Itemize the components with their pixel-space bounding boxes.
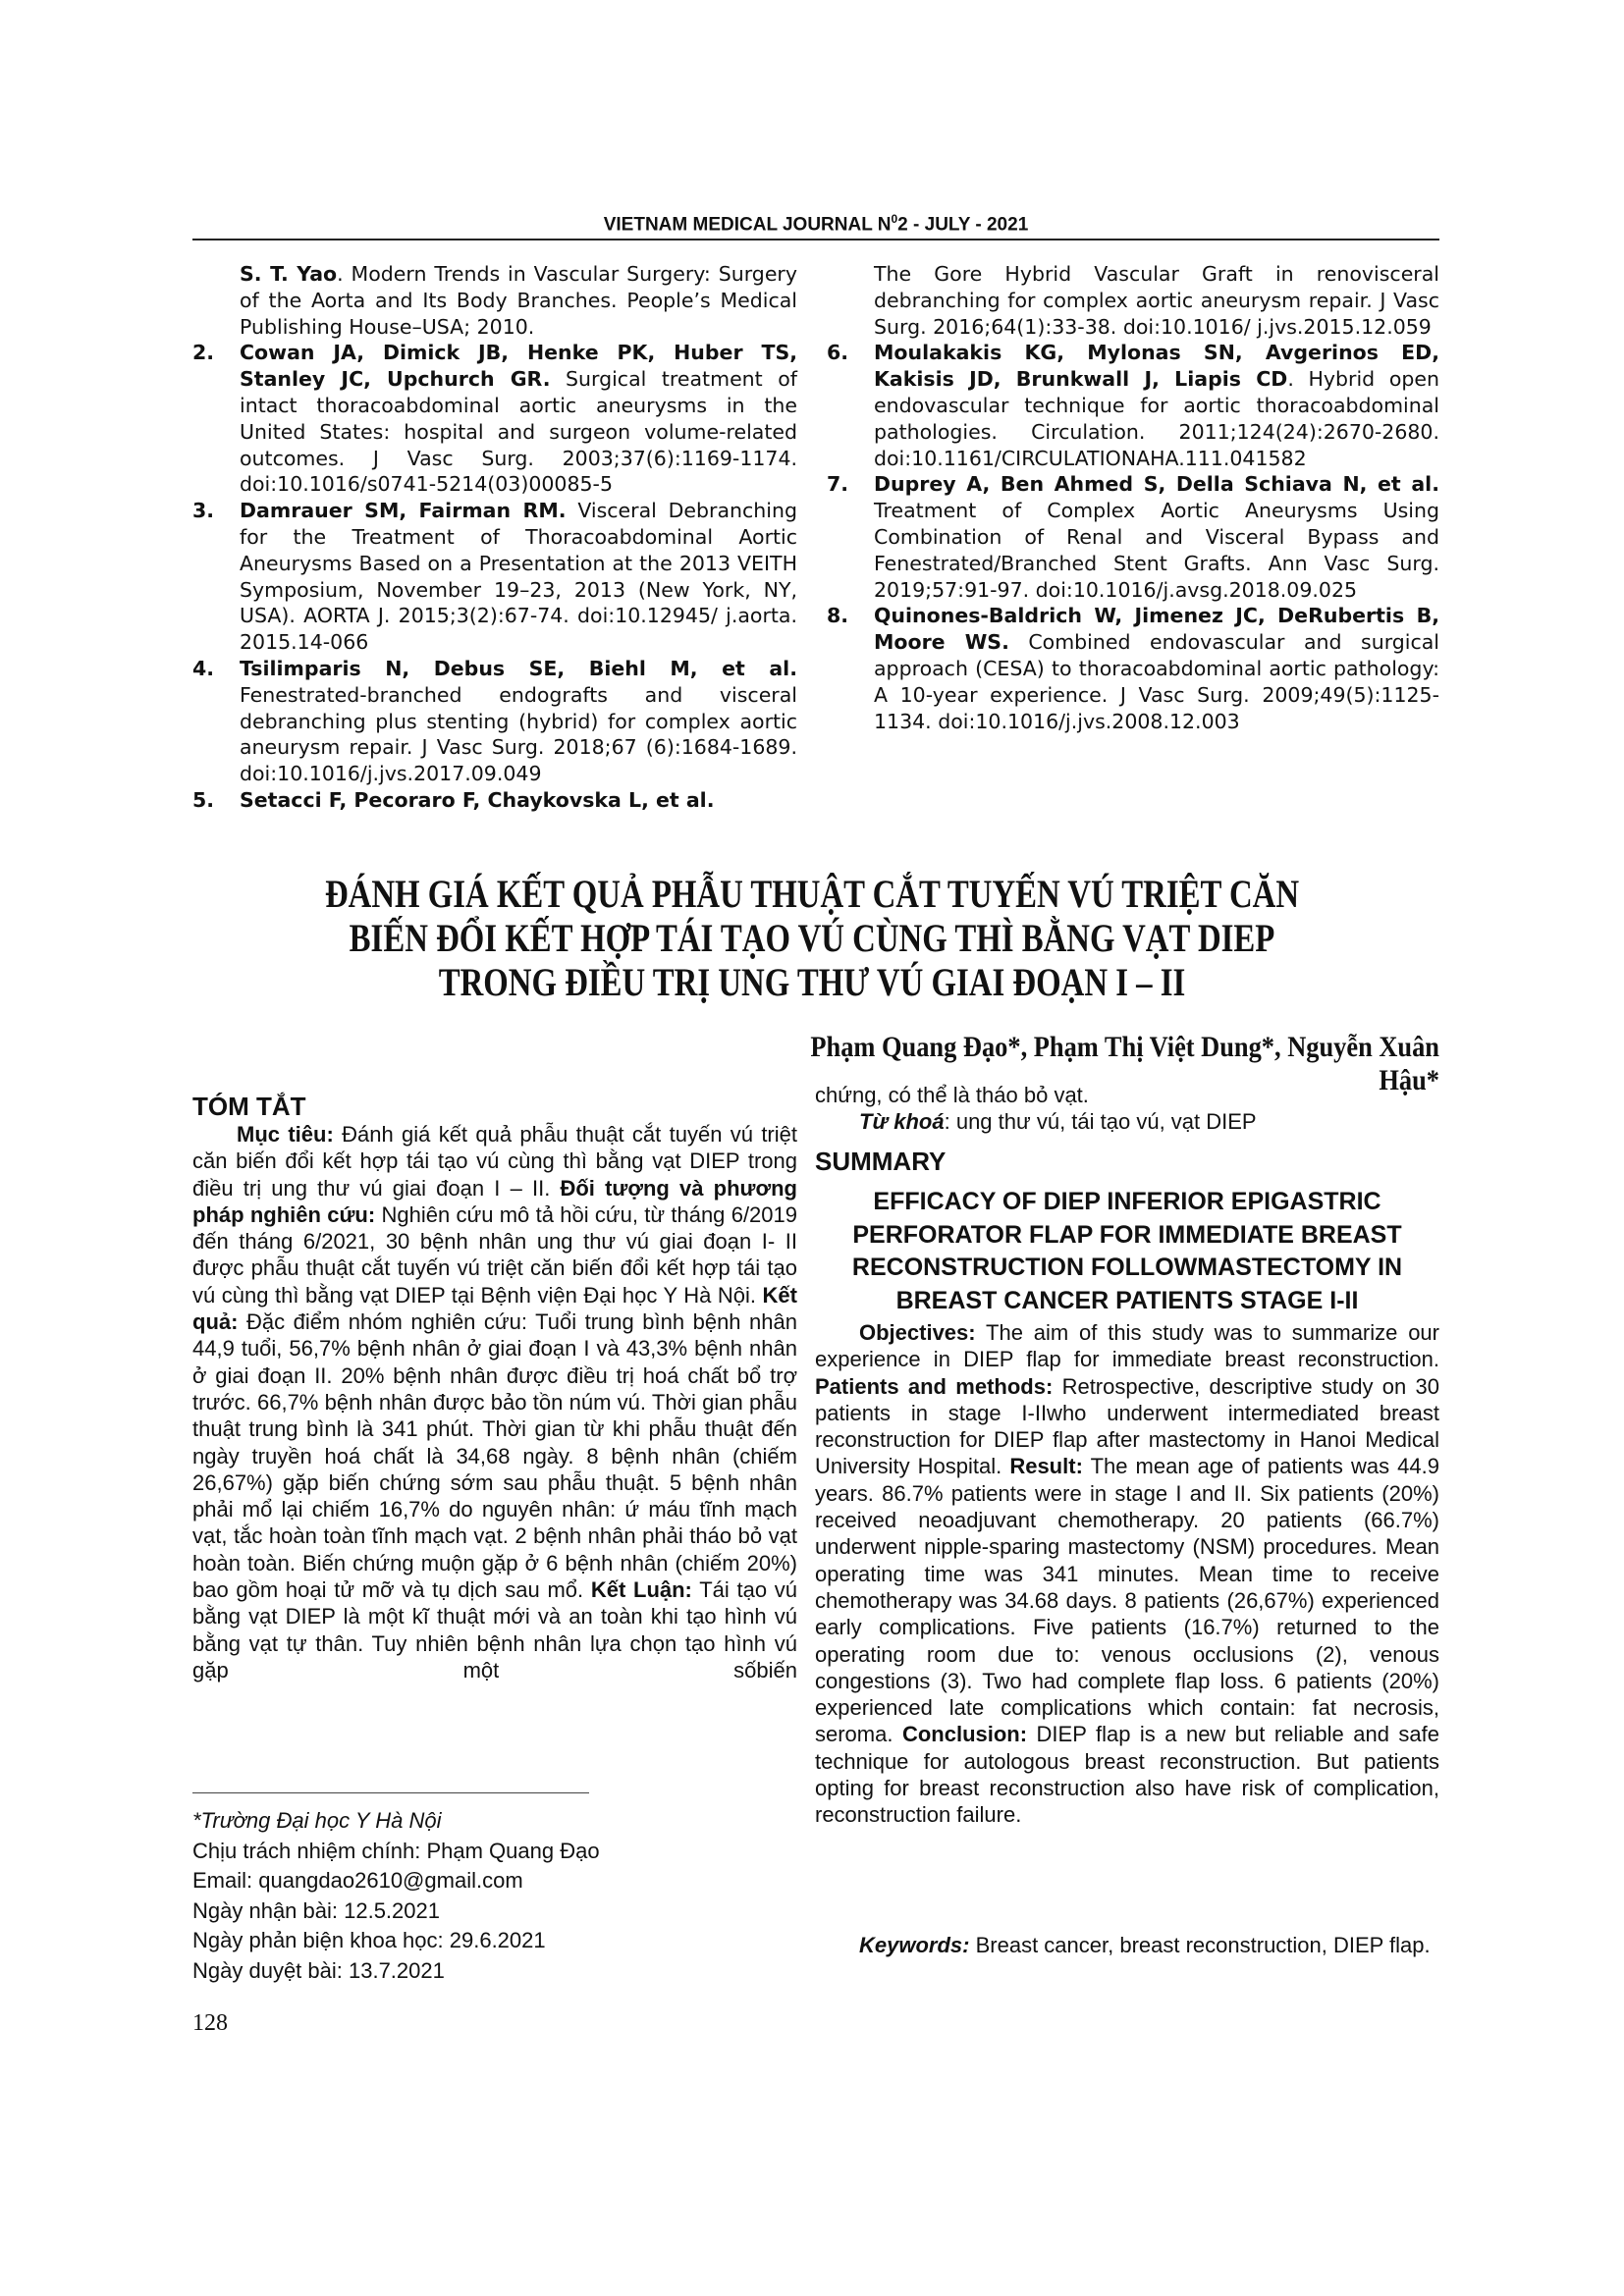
reference-number: 6. [827,341,849,365]
issue-date: 2 - JULY - 2021 [897,214,1029,236]
reference-item [192,656,797,787]
reference-number: 5. [192,787,215,812]
conclusion-text: Tái tạo vú bằng vạt DIEP là một kĩ thuật mới và an toàn khi tạo hình vú bằng vạt tự thân. Tuy nhiên bệnh nhân lựa chọn tạo hình vú gặp một sốbiến [192,1577,797,1682]
reference-authors: Cowan JA, Dimick JB, Henke PK, Huber TS, Stanley JC, Upchurch GR. [240,341,797,392]
article-title [243,872,1380,1004]
reference-text: . Modern Trends in Vascular Surgery: Surgery of the Aorta and Its Body Branches. People’s Medical Publishing House–USA; 2010. [240,262,797,339]
issue-sup: 0 [891,212,898,226]
reference-text: . Hybrid open endovascular technique for aortic thoracoabdominal pathologies. Circulation. 2011;124(24):2670-2680. doi:10.1161/CIRCULATIONAHA.111.041582 [874,367,1439,470]
reference-number: 2. [192,341,215,365]
page-number: 128 [192,2010,228,2036]
reference-item [192,498,797,656]
en-title-line: PERFORATOR FLAP FOR IMMEDIATE BREAST [852,1220,1402,1249]
methods-text: Nghiên cứu mô tả hồi cứu, từ tháng 6/2019 đến tháng 6/2021, 30 bệnh nhân ung thư vú giai đoạn I- II được phẫu thuật cắt tuyến vú triệt căn biến đổi kết hợp tái tạo vú cùng thì bằng vạt DIEP tại Bệnh viện Đại học Y Hà Nội. [192,1201,797,1308]
title-line: ĐÁNH GIÁ KẾT QUẢ PHẪU THUẬT CẮT TUYẾN VÚ TRIỆT CĂN [324,872,1300,916]
journal-name: VIETNAM MEDICAL JOURNAL N [603,214,892,236]
references-right-column [827,261,1439,734]
header-divider [192,239,1439,240]
footnotes [192,1806,797,1986]
reference-item [192,340,797,498]
reference-authors: S. T. Yao [240,262,338,286]
references-left-column [192,261,797,814]
reference-item [192,787,797,814]
methods-label: Patients and methods: [815,1373,1054,1399]
email: Email: quangdao2610@gmail.com [192,1868,523,1893]
abstract-vi-body [192,1121,797,1683]
conclusion-label: Kết Luận: [590,1577,692,1603]
results-label: Kết quả: [192,1282,797,1335]
results-text: Đặc điểm nhóm nghiên cứu: Tuổi trung bình bệnh nhân 44,9 tuổi, 56,7% bệnh nhân ở giai đoạn I và 43,3% bệnh nhân ở giai đoạn II. 20% bệnh nhân được điều trị hoá chất bổ trợ trước. 66,7% bệnh nhân được bảo tồn núm vú. Thời gian phẫu thuật trung bình là 341 phút. Thời gian từ khi phẫu thuật đến ngày truyền hoá chất là 34,68 ngày. 8 bệnh nhân (chiếm 26,67%) gặp biến chứng sớm sau phẫu thuật. 5 bệnh nhân phải mổ lại chiếm 16,7% do nguyên nhân: ứ máu tĩnh mạch vạt, tắc hoàn toàn tĩnh mạch vạt. 2 bệnh nhân phải tháo bỏ vạt hoàn toàn. Biến chứng muộn gặp ở 6 bệnh nhân (chiếm 20%) bao gồm hoại tử mỡ và tụ dịch sau mổ. [192,1309,797,1603]
review-date: Ngày phản biện khoa học: 29.6.2021 [192,1928,546,1952]
reference-text: The Gore Hybrid Vascular Graft in renovisceral debranching for complex aortic aneurysm repair. J Vasc Surg. 2016;64(1):33-38. doi:10.1016/ j.jvs.2015.12.059 [874,262,1439,339]
objective-label: Mục tiêu: [237,1122,334,1147]
results-text: The mean age of patients was 44.9 years. 86.7% patients were in stage I and II. Six patients (20%) received neoadjuvant chemotherapy. 20 patients (66.7%) underwent nipple-sparing mastectomy (NSM) procedures. Mean operating time was 341 minutes. Mean time to receive chemotherapy was 34.68 days. 8 patients (26,67%) experienced early complications. Five patients (16.7%) returned to the operating room due to: venous occlusions (2), venous congestions (3). Two had complete flap loss. 6 patients (20%) experienced late complications which contain: fat necrosis, seroma. [815,1454,1440,1747]
reference-text: Fenestrated-branched endografts and visceral debranching plus stenting (hybrid) for complex aortic aneurysm repair. J Vasc Surg. 2018;67 (6):1684-1689. doi:10.1016/j.jvs.2017.09.049 [240,682,797,786]
accepted-date: Ngày duyệt bài: 13.7.2021 [192,1957,445,1983]
title-line: BIẾN ĐỔI KẾT HỢP TÁI TẠO VÚ CÙNG THÌ BẰNG VẠT DIEP [349,916,1275,960]
objective-text: The aim of this study was to summarize our experience in DIEP flap for immediate breast reconstruction. [815,1320,1439,1372]
en-title-line: BREAST CANCER PATIENTS STAGE I-II [895,1286,1359,1314]
methods-label: Đối tượng và phương pháp nghiên cứu: [192,1175,797,1227]
keywords-en-label: Keywords: [859,1933,970,1957]
reference-text: Combined endovascular and surgical approach (CESA) to thoracoabdominal aortic pathology: A 10-year experience. J Vasc Surg. 2009;49(5):1125-1134. doi:10.1016/j.jvs.2008.12.003 [874,630,1439,733]
received-date: Ngày nhận bài: 12.5.2021 [192,1897,440,1923]
reference-item [827,603,1439,734]
en-title-line: EFFICACY OF DIEP INFERIOR EPIGASTRIC [873,1188,1381,1215]
keywords-en [815,1932,1439,1958]
en-title-line: RECONSTRUCTION FOLLOWMASTECTOMY IN [851,1254,1403,1281]
conclusion-label: Conclusion: [901,1722,1028,1747]
footnote-divider [192,1792,589,1793]
reference-text: Treatment of Complex Aortic Aneurysms Using Combination of Renal and Visceral Bypass and Fenestrated/Branched Stent Grafts. Ann Vasc Surg. 2019;57:91-97. doi:10.1016/j.avsg.2018.09.025 [874,499,1439,602]
reference-authors: Setacci F, Pecoraro F, Chaykovska L, et al. [240,787,715,812]
reference-text: Surgical treatment of intact thoracoabdominal aortic aneurysms in the United States: hospital and surgeon volume-related outcomes. J Vasc Surg. 2003;37(6):1169-1174. doi:10.1016/s0741-5214(03)00085-5 [240,367,797,497]
reference-authors: Moulakakis KG, Mylonas SN, Avgerinos ED, Kakisis JD, Brunkwall J, Liapis CD [874,341,1439,392]
methods-text: Retrospective, descriptive study on 30 patients in stage I-IIwho underwent intermediated breast reconstruction for DIEP flap after mastectomy in Hanoi Medical University Hospital. [815,1373,1440,1479]
reference-authors: Tsilimparis N, Debus SE, Biehl M, et al. [240,656,797,680]
reference-text: Visceral Debranching for the Treatment of Thoracoabdominal Aortic Aneurysms Based on a Presentation at the 2013 VEITH Symposium, November 19–23, 2013 (New York, NY, USA). AORTA J. 2015;3(2):67-74. doi:10.12945/ j.aorta. 2015.14-066 [240,499,797,655]
reference-item [827,471,1439,603]
reference-number: 7. [827,472,849,497]
running-header [192,212,1439,236]
reference-item [192,261,797,340]
conclusion-text: DIEP flap is a new but reliable and safe technique for autologous breast reconstruction. But patients opting for breast reconstruction also have risk of complication, reconstruction failure. [815,1722,1439,1828]
reference-item [827,340,1439,471]
keywords-en-text: Breast cancer, breast reconstruction, DIEP flap. [969,1933,1431,1957]
objective-label: Objectives: [859,1320,976,1345]
abstract-vi-heading: TÓM TẮT [192,1092,306,1121]
summary-heading: SUMMARY [815,1147,947,1176]
title-line: TRONG ĐIỀU TRỊ UNG THƯ VÚ GIAI ĐOẠN I – II [438,960,1186,1004]
reference-number: 4. [192,656,215,680]
reference-authors: Damrauer SM, Fairman RM. [240,499,567,523]
reference-number: 3. [192,499,215,523]
reference-authors: Quinones-Baldrich W, Jimenez JC, DeRubertis B, Moore WS. [874,604,1439,655]
results-label: Result: [1009,1454,1083,1479]
abstract-en-body [815,1319,1439,1829]
objective-text: Đánh giá kết quả phẫu thuật cắt tuyến vú triệt căn biến đổi kết hợp tái tạo vú cùng thì bằng vạt DIEP trong điều trị ung thư vú giai đoạn I – II. [192,1122,797,1201]
reference-item [827,261,1439,340]
keywords-vi-label: Từ khoá [859,1109,945,1134]
abstract-vi-continuation: chứng, có thể là tháo bỏ vạt. [815,1083,1089,1107]
article-authors: Phạm Quang Đạo*, Phạm Thị Việt Dung*, Nguyễn Xuân Hậu* [810,1031,1439,1096]
affiliation: *Trường Đại học Y Hà Nội [192,1808,442,1833]
reference-number: 8. [827,604,849,628]
keywords-vi [815,1108,1439,1135]
english-title [815,1186,1439,1317]
keywords-vi-text: : ung thư vú, tái tạo vú, vạt DIEP [944,1109,1257,1134]
responsible-author: Chịu trách nhiệm chính: Phạm Quang Đạo [192,1838,600,1863]
reference-authors: Duprey A, Ben Ahmed S, Della Schiava N, et al. [874,472,1439,497]
